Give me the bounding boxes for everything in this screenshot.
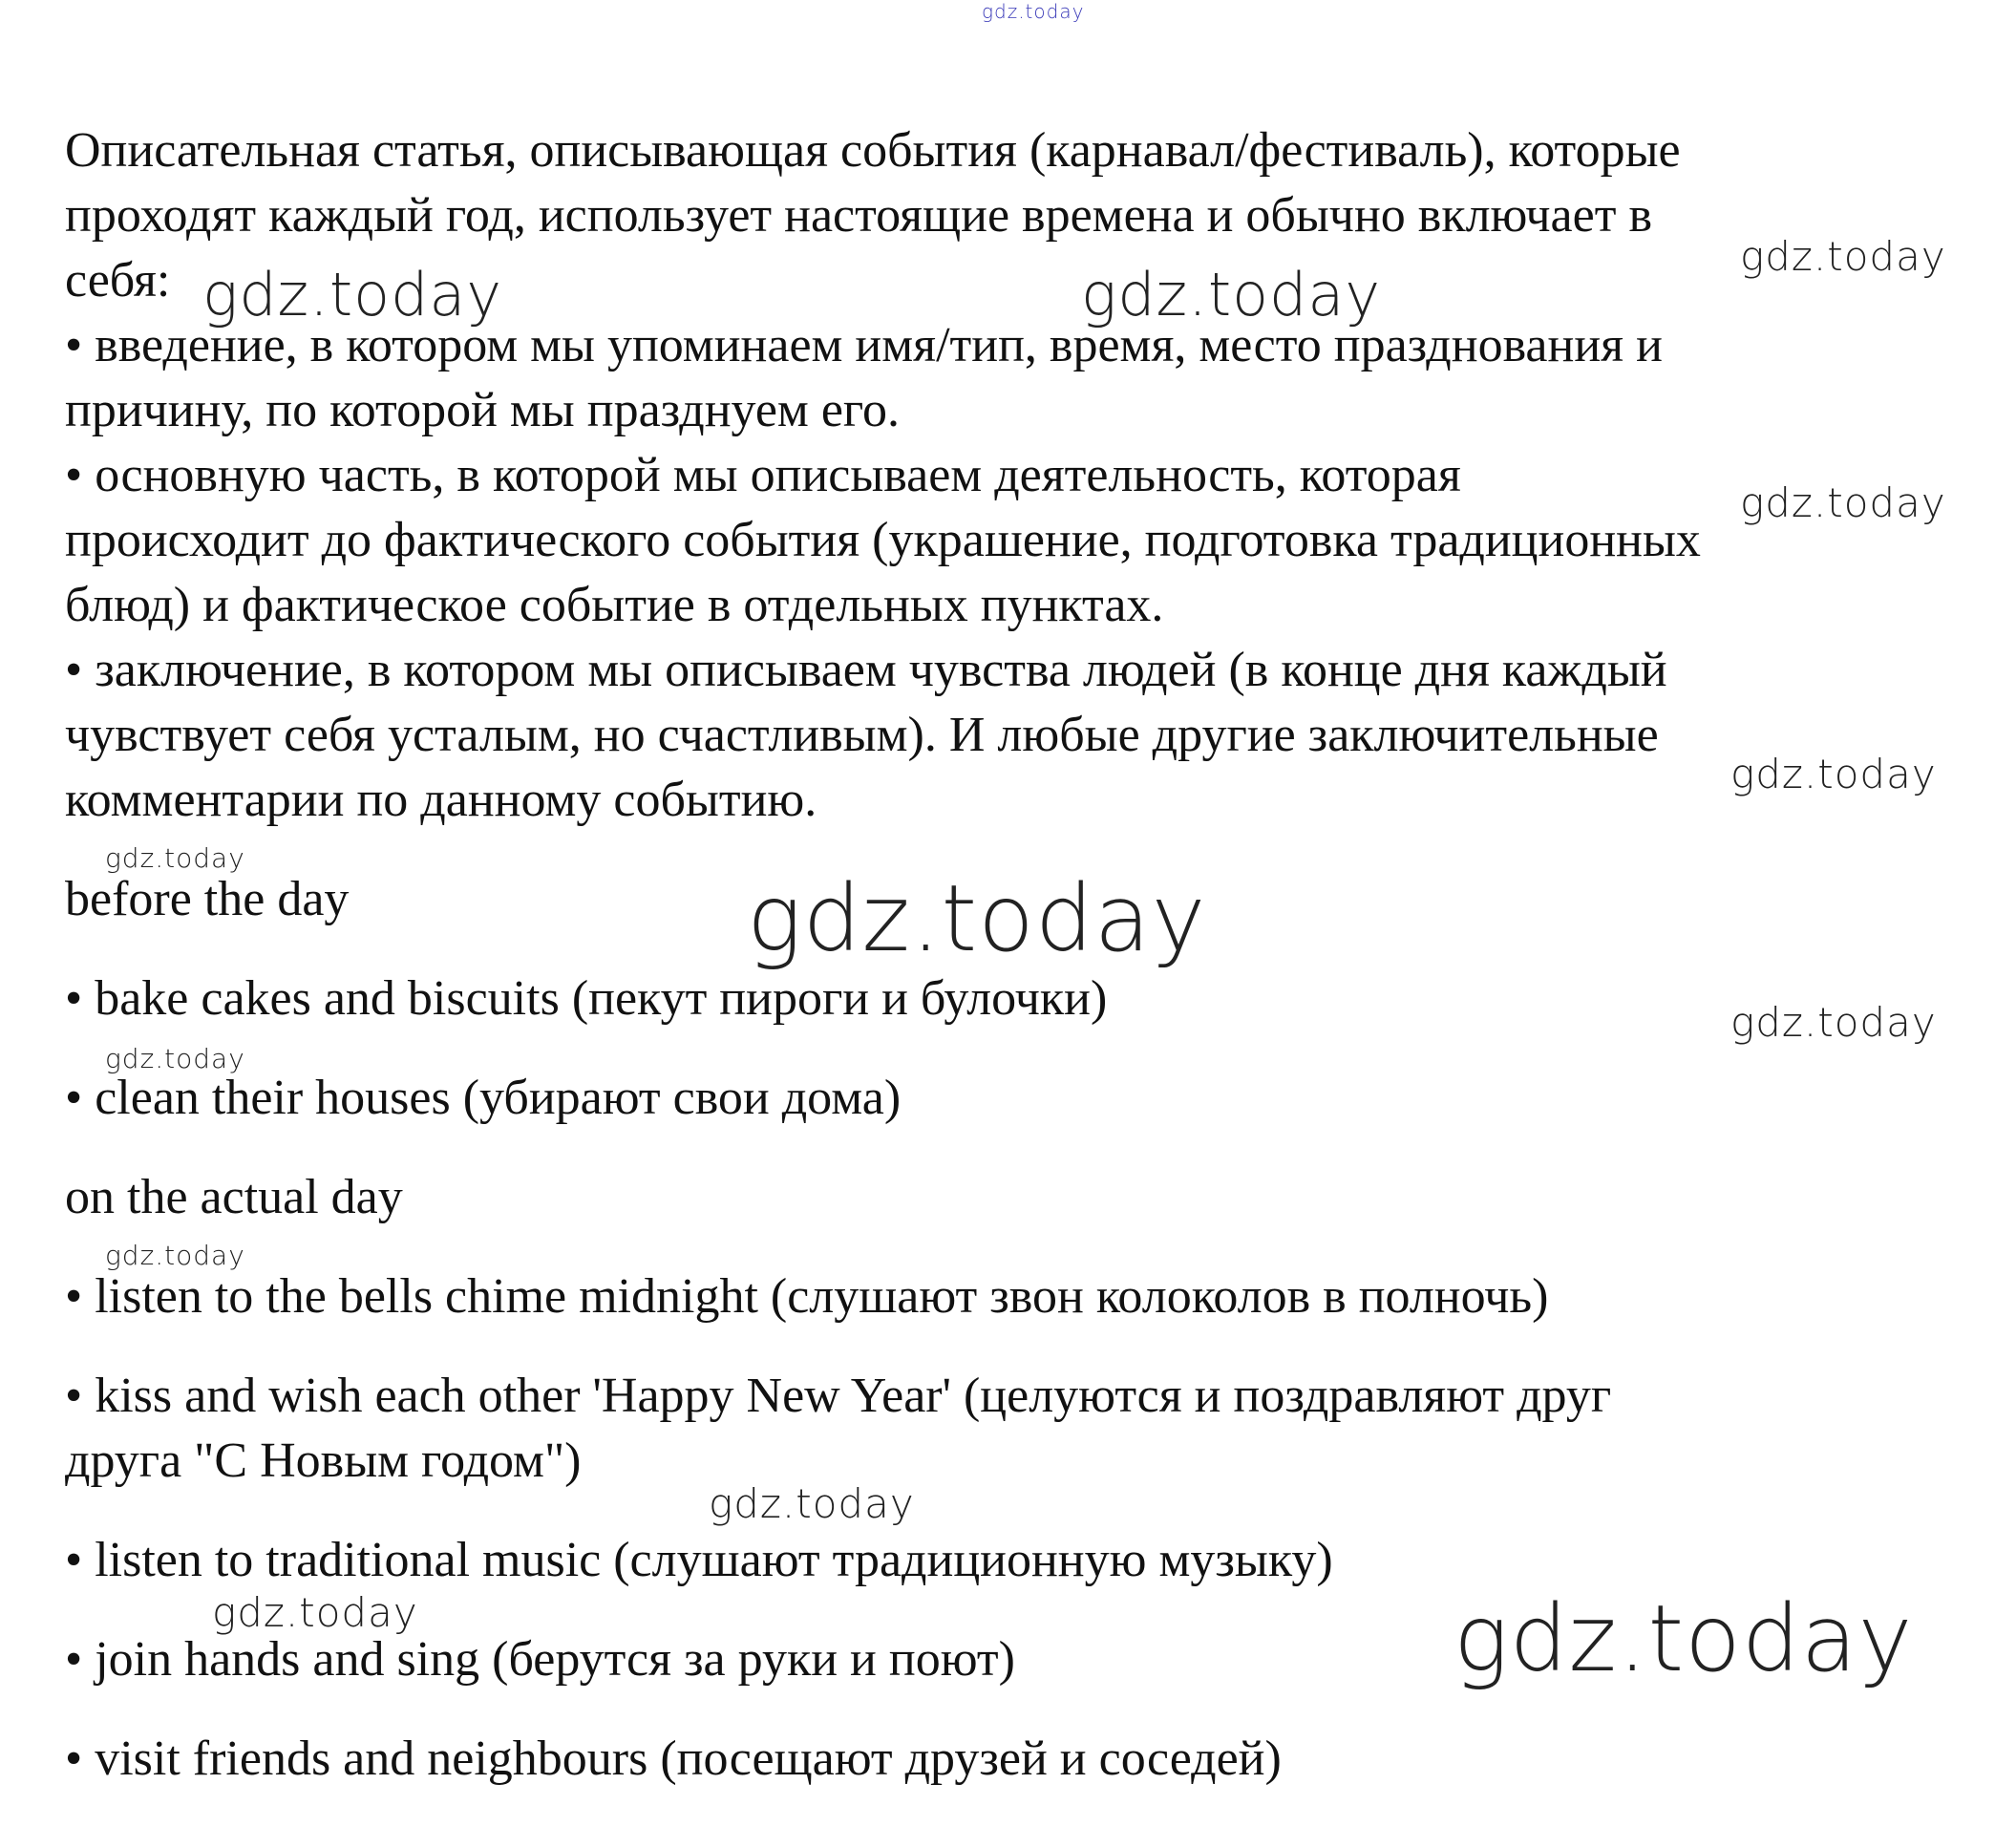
watermark: gdz.today <box>202 260 503 329</box>
watermark-top: gdz.today <box>982 0 1085 23</box>
watermark: gdz.today <box>747 865 1207 972</box>
list-item: • listen to traditional music (слушают традиционную музыку) <box>65 1533 1333 1587</box>
list-item: • kiss and wish each other 'Happy New Year' (целуются и поздравляют друг <box>65 1369 1612 1423</box>
point-main-line: происходит до фактического события (украшение, подготовка традиционных <box>65 513 1701 567</box>
point-conclusion-line: комментарии по данному событию. <box>65 773 817 827</box>
point-main-line: блюд) и фактическое событие в отдельных пунктах. <box>65 578 1164 632</box>
intro-line: проходят каждый год, использует настоящие времена и обычно включает в <box>65 188 1652 243</box>
watermark: gdz.today <box>105 842 245 874</box>
watermark: gdz.today <box>1730 751 1937 797</box>
watermark: gdz.today <box>212 1589 418 1636</box>
watermark: gdz.today <box>1740 479 1946 526</box>
intro-line: себя: <box>65 253 171 308</box>
point-main-line: • основную часть, в которой мы описываем деятельность, которая <box>65 448 1461 502</box>
watermark: gdz.today <box>105 1043 245 1074</box>
watermark: gdz.today <box>1740 233 1946 280</box>
list-item: • bake cakes and biscuits (пекут пироги и булочки) <box>65 971 1108 1026</box>
list-item: • join hands and sing (берутся за руки и поют) <box>65 1632 1015 1687</box>
watermark: gdz.today <box>105 1240 245 1271</box>
point-conclusion-line: • заключение, в котором мы описываем чувства людей (в конце дня каждый <box>65 643 1667 697</box>
watermark: gdz.today <box>1454 1585 1914 1692</box>
section-heading-before: before the day <box>65 872 350 926</box>
list-item: • visit friends and neighbours (посещают друзей и соседей) <box>65 1731 1282 1786</box>
intro-line: Описательная статья, описывающая события (карнавал/фестиваль), которые <box>65 123 1681 178</box>
section-heading-actual: on the actual day <box>65 1170 403 1224</box>
list-item: • listen to the bells chime midnight (слушают звон колоколов в полночь) <box>65 1269 1549 1324</box>
point-intro-line: • введение, в котором мы упоминаем имя/тип, время, место празднования и <box>65 318 1663 372</box>
list-item: • clean their houses (убирают свои дома) <box>65 1071 902 1125</box>
watermark: gdz.today <box>1081 260 1382 329</box>
point-intro-line: причину, по которой мы празднуем его. <box>65 383 900 437</box>
watermark: gdz.today <box>709 1480 915 1527</box>
point-conclusion-line: чувствует себя усталым, но счастливым). И любые другие заключительные <box>65 708 1659 762</box>
watermark: gdz.today <box>1730 999 1937 1046</box>
list-item-continuation: друга "С Новым годом") <box>65 1434 582 1488</box>
